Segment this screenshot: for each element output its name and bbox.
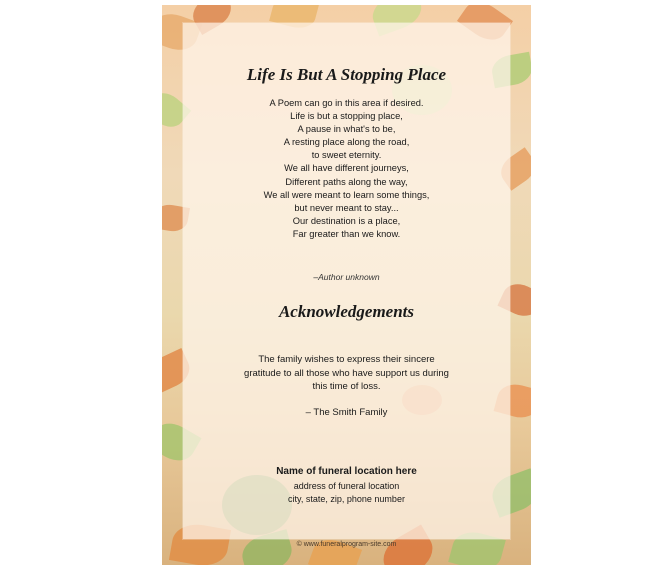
ack-line: gratitude to all those who have support us during bbox=[244, 367, 449, 379]
poem-line: A Poem can go in this area if desired. bbox=[269, 98, 424, 108]
poem-line: Far greater than we know. bbox=[292, 228, 401, 239]
footer-copyright: © www.funeralprogram-site.com bbox=[296, 541, 397, 548]
poem-author: –Author unknown bbox=[313, 272, 380, 282]
acknowledgements-title: Acknowledgements bbox=[278, 302, 415, 321]
funeral-location-address: address of funeral location bbox=[293, 481, 400, 491]
poem-body bbox=[183, 97, 510, 241]
ack-line: The family wishes to express their sincere bbox=[258, 354, 435, 365]
poem-line: A resting place along the road, bbox=[283, 137, 410, 148]
funeral-location-name: Name of funeral location here bbox=[276, 466, 417, 477]
ack-signature: – The Smith Family bbox=[305, 407, 388, 418]
ack-line: this time of loss. bbox=[312, 381, 381, 392]
poem-title: Life Is But A Stopping Place bbox=[246, 65, 447, 84]
program-page bbox=[162, 5, 531, 565]
funeral-location-city: city, state, zip, phone number bbox=[288, 494, 405, 504]
poem-line: Life is but a stopping place, bbox=[290, 111, 403, 122]
poem-line: Different paths along the way, bbox=[285, 176, 408, 187]
poem-line: to sweet eternity. bbox=[311, 150, 382, 161]
poem-line: but never meant to stay... bbox=[294, 202, 399, 213]
acknowledgements-body bbox=[183, 353, 510, 394]
content-panel bbox=[183, 23, 510, 548]
poem-line: We all were meant to learn some things, bbox=[263, 189, 430, 200]
poem-line: A pause in what's to be, bbox=[297, 124, 396, 135]
poem-line: Our destination is a place, bbox=[292, 215, 401, 226]
poem-line: We all have different journeys, bbox=[284, 163, 409, 174]
